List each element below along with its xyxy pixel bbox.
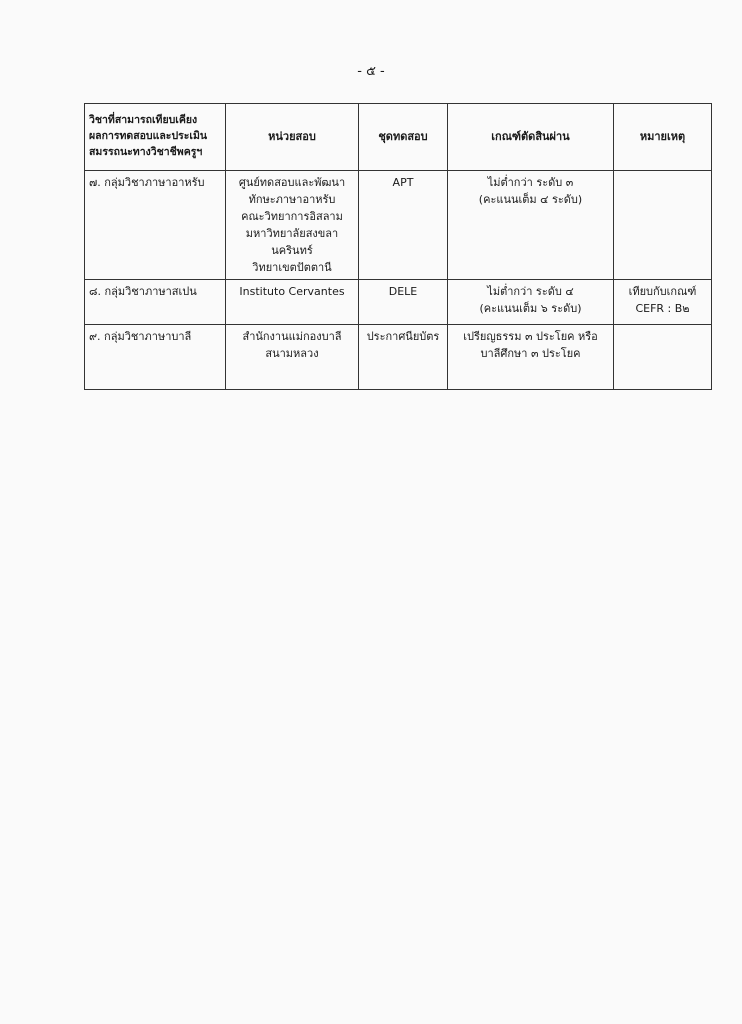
- header-subject-line: ผลการทดสอบและประเมิน: [89, 130, 208, 143]
- cell-criteria: [448, 280, 614, 325]
- criteria-line: เปรียญธรรม ๓ ประโยค หรือ: [463, 330, 598, 344]
- header-agency: หน่วยสอบ: [226, 104, 359, 171]
- agency-line: ทักษะภาษาอาหรับ: [248, 193, 336, 207]
- remark-line: เทียบกับเกณฑ์: [628, 285, 697, 299]
- header-criteria: เกณฑ์ตัดสินผ่าน: [448, 104, 614, 171]
- cell-agency: [226, 280, 359, 325]
- page-number: - ๕ -: [357, 64, 385, 79]
- cell-subject: ๙. กลุ่มวิชาภาษาบาลี: [85, 325, 226, 390]
- header-subject-line: วิชาที่สามารถเทียบเคียง: [89, 114, 198, 127]
- header-test: ชุดทดสอบ: [359, 104, 448, 171]
- equivalency-table: [84, 103, 712, 390]
- cell-test: APT: [359, 171, 448, 280]
- agency-line: สนามหลวง: [265, 347, 319, 361]
- header-remark: หมายเหตุ: [614, 104, 712, 171]
- criteria-line: บาลีศึกษา ๓ ประโยค: [480, 347, 581, 361]
- table-row: [85, 171, 712, 280]
- cell-test: ประกาศนียบัตร: [359, 325, 448, 390]
- agency-line: ศูนย์ทดสอบและพัฒนา: [238, 176, 346, 189]
- criteria-line: (คะแนนเต็ม ๔ ระดับ): [478, 193, 583, 207]
- cell-remark: [614, 280, 712, 325]
- agency-line: Instituto Cervantes: [239, 285, 345, 299]
- cell-criteria: [448, 171, 614, 280]
- header-subject: [85, 104, 226, 171]
- table-row: [85, 280, 712, 325]
- agency-line: คณะวิทยาการอิสลาม: [241, 210, 343, 224]
- cell-test: DELE: [359, 280, 448, 325]
- cell-agency: [226, 325, 359, 390]
- cell-agency: [226, 171, 359, 280]
- header-subject-line: สมรรถนะทางวิชาชีพครูฯ: [89, 145, 203, 158]
- table-row: [85, 325, 712, 390]
- criteria-line: ไม่ต่ำกว่า ระดับ ๔: [487, 285, 574, 299]
- table-header-row: [85, 104, 712, 171]
- cell-subject: ๗. กลุ่มวิชาภาษาอาหรับ: [85, 171, 226, 280]
- cell-subject: ๘. กลุ่มวิชาภาษาสเปน: [85, 280, 226, 325]
- cell-remark: [614, 325, 712, 390]
- agency-line: วิทยาเขตปัตตานี: [252, 261, 332, 275]
- criteria-line: (คะแนนเต็ม ๖ ระดับ): [479, 302, 582, 316]
- agency-line: มหาวิทยาลัยสงขลานครินทร์: [245, 227, 339, 258]
- cell-criteria: [448, 325, 614, 390]
- criteria-line: ไม่ต่ำกว่า ระดับ ๓: [487, 176, 574, 189]
- cell-remark: [614, 171, 712, 280]
- remark-line: CEFR : B๒: [635, 302, 690, 316]
- agency-line: สำนักงานแม่กองบาลี: [242, 330, 342, 344]
